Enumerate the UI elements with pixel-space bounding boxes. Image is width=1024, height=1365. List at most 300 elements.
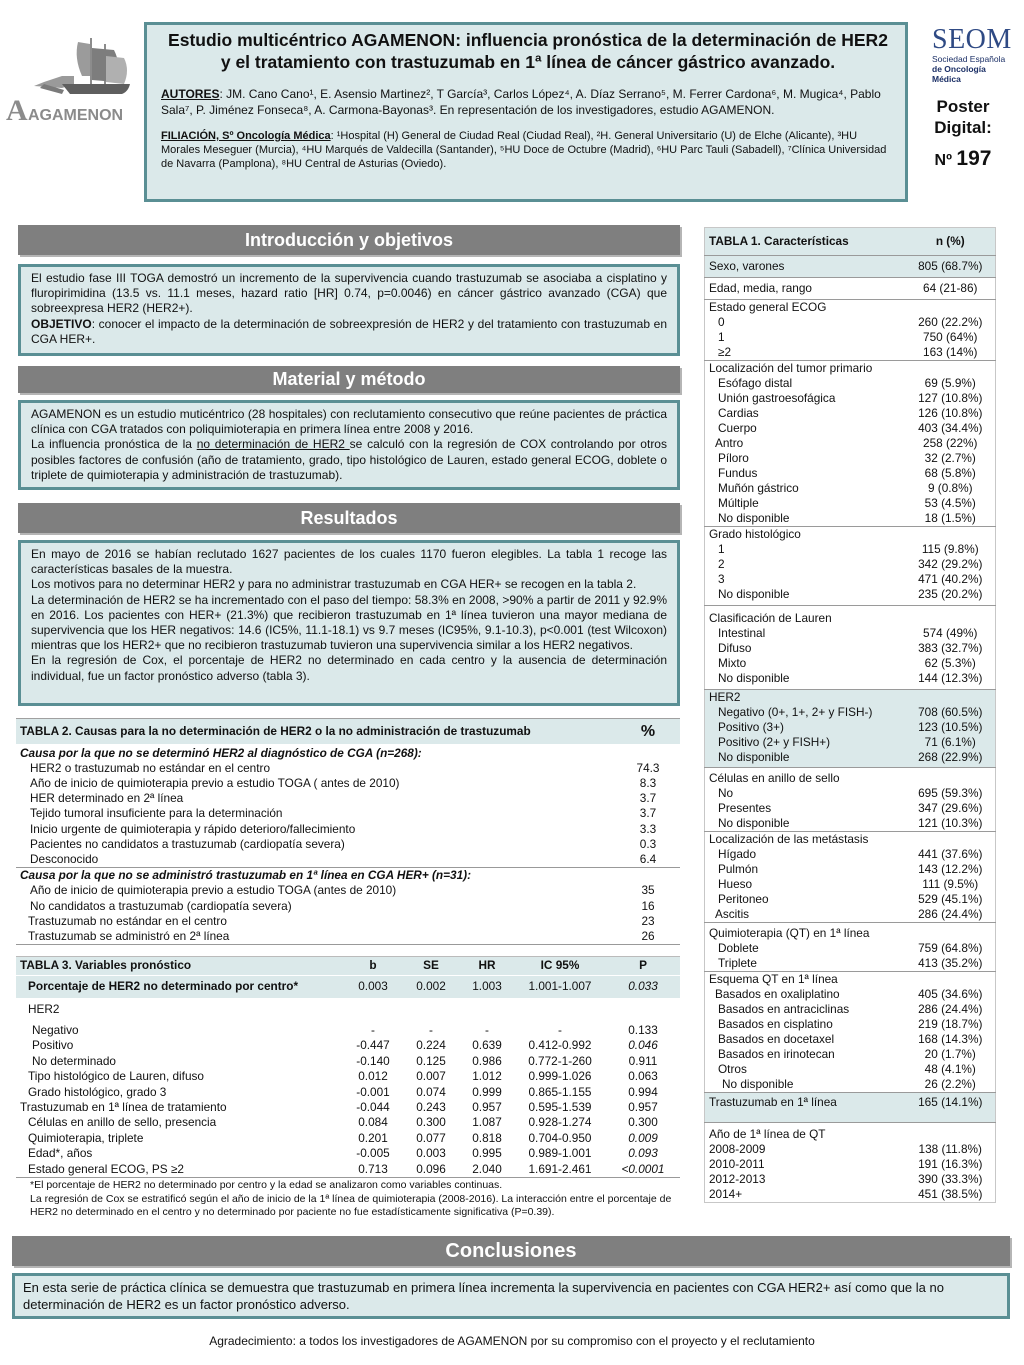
table1-row	[705, 511, 996, 527]
table3-row-hr: 0.986	[472, 1053, 502, 1068]
table1-row-value: 286 (24.4%)	[918, 907, 983, 921]
table3-row-se: 0.007	[416, 1069, 446, 1084]
table3-note2: La regresión de Cox se estratificó según el año de inicio de la 1ª línea de quimioterapia (2008-2016). La interacción entre el porcentaje de HER2 no determinado en el centro y no determinado por paciente no fue estadísticamente significativa (P=0.39).	[30, 1192, 672, 1219]
table1-row	[705, 557, 996, 572]
poster-number-prefix: Nº	[934, 152, 952, 169]
table1-row-value: 574 (49%)	[923, 626, 978, 640]
table3-row-se: 0.077	[416, 1130, 446, 1145]
table1	[704, 227, 996, 1203]
table1-row-label: Intestinal	[718, 626, 766, 640]
table3-row-ic: 1.691-2.461	[514, 1162, 606, 1178]
table3-row	[16, 1085, 680, 1100]
table1-row-label: ≥2	[718, 345, 732, 359]
table2-row-label: Trastuzumab se administró en 2ª línea	[16, 929, 616, 945]
table2-row-label: Desconocido	[30, 851, 99, 866]
table1-her2-label: HER2	[705, 690, 906, 706]
table2-row	[16, 806, 680, 821]
table1-group-esquema	[705, 972, 996, 988]
table1-row-label: 0	[718, 315, 725, 329]
table1-row-label: Mixto	[718, 656, 747, 670]
table1-row	[705, 801, 996, 816]
table3-row-b: -	[371, 1022, 375, 1037]
table1-row	[705, 705, 996, 720]
table1-row	[705, 406, 996, 421]
table1-row-label: Antro	[715, 436, 744, 450]
table1-row-label: Basados en irinotecan	[718, 1047, 835, 1061]
table1-row	[705, 391, 996, 406]
table1-row-label: 2010-2011	[709, 1157, 765, 1171]
table1-row-value: 127 (10.8%)	[918, 391, 983, 405]
table3-row-b: 0.713	[344, 1162, 402, 1178]
table3-notes	[30, 1179, 680, 1220]
conclusions-box	[12, 1273, 1010, 1319]
table3-row-hr: 0.818	[472, 1130, 502, 1145]
table1-row-value: 451 (38.5%)	[918, 1187, 983, 1201]
table1-anio-empty	[906, 1123, 996, 1143]
table1-row-label: Hígado	[718, 847, 757, 861]
table1-row	[705, 315, 996, 330]
table1-row	[705, 941, 996, 956]
table1-n-header: n (%)	[906, 228, 996, 256]
table3-row-hr: 1.012	[472, 1069, 502, 1084]
table3-row	[16, 1146, 680, 1161]
table3-row-label: Positivo	[32, 1038, 74, 1053]
conclusions-heading: Conclusiones	[12, 1236, 1010, 1266]
table1-group-ecog	[705, 300, 996, 316]
table2-row-label: Pacientes no candidatos a trastuzumab (cardiopatía severa)	[30, 836, 345, 851]
table1-row	[705, 862, 996, 877]
table1-ecog-empty	[906, 300, 996, 316]
table1-row-label: 2008-2009	[709, 1142, 766, 1156]
table1-meta-empty	[906, 832, 996, 848]
table3-row-ic: 0.989-1.001	[528, 1146, 592, 1161]
table3-note1: *El porcentaje de HER2 no determinado por centro y la edad se analizaron como variables continuas.	[30, 1179, 503, 1191]
table1-group-sello	[705, 768, 996, 787]
table1-row-label: 1	[718, 330, 725, 344]
table1-row-value: 258 (22%)	[923, 436, 978, 450]
table1-row	[705, 1172, 996, 1187]
table1-row-label: Positivo (2+ y FISH+)	[705, 735, 906, 750]
table1-row	[705, 987, 996, 1002]
table2-row-value: 16	[641, 898, 655, 913]
table3-row-p: <0.0001	[606, 1162, 680, 1178]
table1-row-value: 260 (22.2%)	[918, 315, 983, 329]
table1-row-value: 26 (2.2%)	[924, 1077, 976, 1091]
header-panel	[144, 22, 908, 202]
intro-p1: El estudio fase III TOGA demostró un incremento de la supervivencia cuando trastuzumab se asociaba a cisplatino y fluropirimidina (13.5 vs. 11.1 meses, hazard ratio [HR] 0.74, p=0.0046) en cáncer gástrico avanzado (CGA) que sobreexpresa HER2 (HER2+).	[31, 271, 667, 316]
table3-row-hr: 2.040	[460, 1162, 514, 1178]
table1-edad-value: 64 (21-86)	[906, 278, 996, 300]
table1-row	[705, 656, 996, 671]
table2-row	[16, 914, 680, 929]
table3-row-se: 0.074	[416, 1084, 446, 1099]
table2-row	[16, 761, 680, 776]
table3-row-se: 0.003	[416, 1146, 446, 1161]
table3-row-label: Tipo histológico de Lauren, difuso	[28, 1069, 204, 1084]
table2-section1-label: Causa por la que no se determinó HER2 al diagnóstico de CGA (n=268):	[16, 745, 616, 761]
table3-her2-label: HER2	[28, 1001, 60, 1016]
table1-row-value: 163 (14%)	[923, 345, 978, 359]
table3-row-ic: 0.928-1.274	[528, 1115, 592, 1130]
table3-row-b: -0.044	[356, 1099, 390, 1114]
table3-main-ic: 1.001-1.007	[514, 976, 606, 1000]
table2-row	[16, 883, 680, 898]
table3-row-se: 0.096	[402, 1162, 460, 1178]
table3-main-b: 0.003	[344, 976, 402, 1000]
authors-label: AUTORES	[161, 87, 220, 101]
table1-row	[705, 451, 996, 466]
table1-row-value: 471 (40.2%)	[918, 572, 983, 586]
table1-row-label: 1	[718, 542, 725, 556]
table3-row-ic: 0.595-1.539	[528, 1099, 592, 1114]
table1-row	[705, 816, 996, 832]
table3-row-se: 0.224	[416, 1038, 446, 1053]
table2-section1	[16, 745, 680, 761]
table3-row-label: Trastuzumab en 1ª línea de tratamiento	[20, 1099, 227, 1114]
table3-row-ic: -	[558, 1022, 562, 1037]
poster-label: Poster Digital:	[934, 97, 992, 137]
table1-row	[705, 626, 996, 641]
table1-row-label: Positivo (3+)	[705, 720, 906, 735]
table1-row	[705, 786, 996, 801]
table1-row	[705, 1002, 996, 1017]
table3-rows	[16, 1017, 680, 1178]
table1-row	[705, 496, 996, 511]
table3-row-b: -0.140	[356, 1053, 390, 1068]
table1-row-value: 20 (1.7%)	[924, 1047, 976, 1061]
table1-row	[705, 1077, 996, 1093]
table1-row-label: Basados en oxaliplatino	[715, 987, 840, 1001]
table1-row-label: Fundus	[718, 466, 758, 480]
table3-row-p: 0.093	[628, 1146, 658, 1161]
table1-row-label: 3	[718, 572, 725, 586]
table3-row-label: No determinado	[32, 1053, 116, 1068]
table3-row	[16, 1038, 680, 1053]
table1-row-label: Negativo (0+, 1+, 2+ y FISH-)	[705, 705, 906, 720]
table3-row-se: 0.243	[416, 1099, 446, 1114]
table2-row-label: Año de inicio de quimioterapia previo a estudio TOGA (antes de 2010)	[30, 883, 397, 898]
table1-row-value: 123 (10.5%)	[906, 720, 996, 735]
table1-trastu-value: 165 (14.1%)	[906, 1093, 996, 1123]
agamenon-logo	[4, 36, 140, 126]
table1-loc-label: Localización del tumor primario	[705, 361, 906, 377]
table3-row-b: -0.447	[356, 1038, 390, 1053]
table3-row	[16, 1100, 680, 1115]
table1-qt-label: Quimioterapia (QT) en 1ª línea	[705, 923, 906, 942]
table3-h-hr: HR	[460, 957, 514, 976]
table3-main-hr: 1.003	[460, 976, 514, 1000]
table3-row-hr: 0.639	[472, 1038, 502, 1053]
table2-row-value: 23	[641, 913, 655, 928]
table1-esquema-empty	[906, 972, 996, 988]
table1-row-label: Basados en docetaxel	[718, 1032, 835, 1046]
table1-row-label: 2	[718, 557, 725, 571]
table1-group-lauren	[705, 606, 996, 627]
intro-heading: Introducción y objetivos	[18, 225, 680, 255]
table2-row-label: HER2 o trastuzumab no estándar en el centro	[30, 760, 271, 775]
poster-number-value: 197	[956, 147, 992, 170]
table3-row	[16, 1162, 680, 1178]
table2-row-value: 3.7	[639, 791, 657, 806]
table2-row	[16, 837, 680, 852]
table1-row-label: Hueso	[718, 877, 753, 891]
table1-row-label: Basados en antraciclinas	[718, 1002, 850, 1016]
table1-row-label: Muñón gástrico	[718, 481, 799, 495]
table1-esquema-label: Esquema QT en 1ª línea	[705, 972, 906, 988]
table1-row	[705, 345, 996, 361]
table1-row-label: 2012-2013	[709, 1172, 766, 1186]
table2-title: TABLA 2. Causas para la no determinación de HER2 o la no administración de trastuzumab	[16, 719, 616, 745]
table1-row-value: 111 (9.5%)	[922, 877, 979, 891]
table1-row	[705, 421, 996, 436]
table3-h-se: SE	[402, 957, 460, 976]
table1-row	[705, 436, 996, 451]
table1-row-label: No disponible	[718, 671, 790, 685]
table1-grado-label: Grado histológico	[705, 527, 906, 543]
intro-objective	[31, 317, 667, 347]
methods-p2-a: La influencia pronóstica de la	[31, 437, 197, 452]
table1-row-value: 342 (29.2%)	[918, 557, 983, 571]
table3-row-ic: 0.999-1.026	[528, 1069, 592, 1084]
table1-row-value: 68 (5.8%)	[924, 466, 976, 480]
table1-row	[705, 847, 996, 862]
table1-row-value: 62 (5.3%)	[924, 656, 976, 670]
table3-row	[16, 1115, 680, 1130]
table1-row-label: Otros	[718, 1062, 747, 1076]
table2-row-label: No candidatos a trastuzumab (cardiopatía severa)	[30, 898, 292, 913]
table3-row-hr: -	[485, 1022, 489, 1037]
results-heading: Resultados	[18, 503, 680, 533]
seom-sub2: de Oncología Médica	[932, 64, 986, 84]
table1-lauren-label: Clasificación de Lauren	[705, 606, 906, 627]
table1-row-label: No	[718, 786, 734, 800]
table1-row	[705, 1017, 996, 1032]
table3-row-se: -	[429, 1022, 433, 1037]
table3-row-b: -0.005	[356, 1146, 390, 1161]
table3-row-p: 0.063	[628, 1069, 658, 1084]
acknowledgement: Agradecimiento: a todos los investigadores de AGAMENON por su compromiso con el proyecto y el reclutamiento	[209, 1334, 815, 1348]
table3-h-ic: IC 95%	[514, 957, 606, 976]
table1-row-value: 390 (33.3%)	[918, 1172, 983, 1186]
table3-row-b: 0.201	[358, 1130, 388, 1145]
table1-group-loc	[705, 361, 996, 377]
table2-row-value: 35	[641, 883, 655, 898]
table1-row	[705, 1157, 996, 1172]
table1-row-label: Presentes	[718, 801, 772, 815]
table1-row-trastu	[705, 1093, 996, 1123]
table1-row-value: 69 (5.9%)	[924, 376, 976, 390]
table2-row	[16, 929, 680, 945]
svg-text:A: A	[6, 94, 28, 126]
table3-row-se: 0.125	[416, 1053, 446, 1068]
table2-row	[16, 822, 680, 837]
table1-row-label: No disponible	[718, 587, 790, 601]
table1-row-value: 235 (20.2%)	[918, 587, 983, 601]
table3-row	[16, 1017, 680, 1038]
table1-row	[705, 572, 996, 587]
table3-row-b: 0.084	[358, 1115, 388, 1130]
table1-row-label: Unión gastroesofágica	[718, 391, 836, 405]
table2-row-value: 3.7	[639, 806, 657, 821]
authors	[161, 87, 895, 118]
table1-row	[705, 1032, 996, 1047]
table1-row-value: 71 (6.1%)	[906, 735, 996, 750]
table1-group-anio	[705, 1123, 996, 1143]
table1-row	[705, 1142, 996, 1157]
table1-row	[705, 892, 996, 907]
table3-row-p: 0.300	[628, 1115, 658, 1130]
table3-row-b: 0.012	[358, 1069, 388, 1084]
methods-p1: AGAMENON es un estudio muticéntrico (28 hospitales) con reclutamiento consecutivo que reúne pacientes de práctica clínica con CGA tratados con poliquimioterapia en primera línea entre 2008 y 2016.	[31, 407, 667, 437]
table1-row-value: 143 (12.2%)	[918, 862, 983, 876]
table1-row-value: 32 (2.7%)	[924, 451, 976, 465]
table2-row-label: Trastuzumab no estándar en el centro	[28, 913, 227, 928]
table1-row	[705, 956, 996, 972]
table2-rows2	[16, 883, 680, 944]
table2-row	[16, 899, 680, 914]
table3-row-p: 0.046	[628, 1038, 658, 1053]
table1-row-value: 115 (9.8%)	[921, 542, 979, 556]
table1-row-label: Basados en cisplatino	[718, 1017, 833, 1031]
poster-title: Estudio multicéntrico AGAMENON: influencia pronóstica de la determinación de HER2 y el tratamiento con trastuzumab en 1ª línea de cáncer gástrico avanzado.	[168, 30, 888, 72]
table1-row	[705, 720, 996, 735]
table1-row-value: 191 (16.3%)	[918, 1157, 983, 1171]
table3-row-p: 0.911	[628, 1053, 658, 1068]
table1-anio-label: Año de 1ª línea de QT	[705, 1123, 906, 1143]
table1-header	[705, 228, 996, 256]
table1-row-value: 9 (0.8%)	[927, 481, 973, 495]
table3-row-hr: 1.087	[472, 1115, 502, 1130]
ship-logo-icon	[4, 36, 140, 126]
methods-p2-underlined: no determinación de HER2	[196, 437, 350, 452]
table1-row-value: 144 (12.3%)	[918, 671, 983, 685]
table3-her2-row	[16, 1000, 680, 1017]
table1-row-value: 529 (45.1%)	[918, 892, 983, 906]
table1-row-label: Múltiple	[718, 496, 759, 510]
table1-lauren-empty	[906, 606, 996, 627]
table3-row-hr: 0.995	[472, 1146, 502, 1161]
table1-row-value: 405 (34.6%)	[918, 987, 983, 1001]
table1-group-her2	[705, 690, 996, 706]
table3-title: TABLA 3. Variables pronóstico	[16, 957, 344, 976]
table2-row-value: 26	[616, 929, 680, 945]
table3-row-label: Estado general ECOG, PS ≥2	[16, 1162, 344, 1178]
table1-row-label: No disponible	[718, 511, 790, 525]
table1-row-value: 18 (1.5%)	[924, 511, 976, 525]
table3-row-label: Negativo	[32, 1022, 79, 1037]
objective-text: : conocer el impacto de la determinación de sobreexpresión de HER2 y del tratamiento con trastuzumab en CGA HER+.	[31, 316, 667, 346]
table2-section2	[16, 868, 680, 884]
table2-header	[16, 719, 680, 745]
table1-title: TABLA 1. Características	[705, 228, 906, 256]
table1-row-value: 413 (35.2%)	[918, 956, 983, 970]
table2-row-value: 74.3	[636, 760, 660, 775]
table1-row-value: 347 (29.6%)	[918, 801, 983, 815]
table1-row-label: Esófago distal	[718, 376, 793, 390]
table1-row-value: 708 (60.5%)	[906, 705, 996, 720]
table1-row-label: No disponible	[722, 1077, 794, 1091]
table1-row-value: 168 (14.3%)	[918, 1032, 983, 1046]
table1-row-label: No disponible	[718, 816, 790, 830]
table3-row-ic: 0.704-0.950	[528, 1130, 592, 1145]
table3-row-label: Células en anillo de sello, presencia	[28, 1115, 217, 1130]
table2-row	[16, 852, 680, 868]
table1-row-value: 48 (4.1%)	[924, 1062, 976, 1076]
table1-row-value: 383 (32.7%)	[918, 641, 983, 655]
results-p1: En mayo de 2016 se habían reclutado 1627 pacientes de los cuales 1170 fueron elegibles. La tabla 1 recoge las características basales de la muestra.	[31, 547, 667, 577]
table2	[16, 718, 680, 945]
table3-row-p: 0.957	[628, 1099, 658, 1114]
table1-sello-label: Células en anillo de sello	[705, 768, 906, 787]
table3-main-row	[16, 976, 680, 1000]
table3-row-label: Grado histológico, grado 3	[28, 1084, 167, 1099]
table1-row-value: 441 (37.6%)	[918, 847, 983, 861]
table1-row	[705, 587, 996, 606]
results-box	[18, 540, 680, 706]
table2-row-value: 6.4	[639, 851, 657, 866]
table2-row-value: 3.3	[639, 821, 657, 836]
table3-row-hr: 0.999	[472, 1084, 502, 1099]
table3-header	[16, 957, 680, 976]
table1-sello-empty	[906, 768, 996, 787]
methods-heading: Material y método	[18, 366, 680, 393]
authors-text: : JM. Cano Cano¹, E. Asensio Martinez², T García³, Carlos López⁴, A. Díaz Serrano⁵, M. Ferrer Cardona⁶, M. Mugica⁴, Pablo Sala⁷, P. Jiménez Fonseca⁸, A. Carmona-Bayonas³. En representación de los investigadores, estudio AGAMENON.	[161, 87, 881, 117]
table3-row-ic: 0.772-1-260	[528, 1053, 592, 1068]
conclusions-text: En esta serie de práctica clínica se demuestra que trastuzumab en primera línea incrementa la supervivencia en pacientes con CGA HER2+ así como que la no determinación de HER2 es un factor pronóstico adverso.	[23, 1280, 944, 1312]
table3-row-label: Quimioterapia, triplete	[28, 1130, 144, 1145]
table1-row-value: 286 (24.4%)	[918, 1002, 983, 1016]
poster-number	[920, 147, 1006, 171]
table1-qt-empty	[906, 923, 996, 942]
methods-p2	[31, 437, 667, 483]
seom-name: SEOM	[932, 24, 1012, 55]
results-p3: La determinación de HER2 se ha incrementado con el paso del tiempo: 58.3% en 2008, >90% a partir de 2011 y 92.9% en 2016. Los pacientes con HER+ (21.3%) que recibieron trastuzumab en 1ª línea tuvieron una mayor mediana de supervivencia que los HER negativos: 14.6 (IC5%, 11.1-18.1) vs 9.7 meses (IC95%, 9.1-10.3), p<0.001 (test Wilcoxon) mientras que los HER2+ que no recibieron trastuzumab tuvieron una supervivencia similar a los HER2 negativos.	[31, 592, 667, 653]
table1-row-value: 121 (10.3%)	[918, 816, 983, 830]
table3-row-p: 0.994	[628, 1084, 658, 1099]
table1-row	[705, 542, 996, 557]
table1-row	[705, 877, 996, 892]
table1-row-label: Cardias	[718, 406, 759, 420]
table3-row-se: 0.300	[416, 1115, 446, 1130]
table2-row	[16, 791, 680, 806]
table1-group-meta	[705, 832, 996, 848]
seom-logo	[932, 26, 1012, 84]
table1-row	[705, 750, 996, 768]
table2-row	[16, 776, 680, 791]
methods-p2-b: se calculó con la regresión de COX controlando por otros posibles factores de confusión (año de tratamiento, grado, tipo histológico de Lauren, estado general ECOG, doblete o triplete de quimioterapia y administración de trastuzumab).	[31, 437, 667, 482]
affiliations	[161, 129, 895, 171]
results-p4: En la regresión de Cox, el porcentaje de HER2 no determinado en cada centro y la ausencia de determinación individual, fue un factor pronóstico adverso (tabla 3).	[31, 653, 667, 683]
table1-group-grado	[705, 527, 996, 543]
table1-row	[705, 1062, 996, 1077]
table1-row	[705, 1187, 996, 1203]
table1-row	[705, 466, 996, 481]
table3	[16, 956, 680, 1178]
table1-row-label: 2014+	[709, 1187, 743, 1201]
table1-trastu-label: Trastuzumab en 1ª línea	[705, 1093, 906, 1123]
affil-text: : ¹Hospital (H) General de Ciudad Real (Ciudad Real), ²H. General Universitario (U) de Elche (Alicante), ³HU Morales Meseguer (Murcia), ⁴HU Marqués de Valdecilla (Santander), ⁵HU Doce de Octubre (Madrid), ⁶HU Parc Tauli (Sabadell), ⁷Clínica Universidad de Navarra (Pamplona), ⁸HU Central de Asturias (Oviedo).	[161, 130, 887, 170]
methods-box	[18, 400, 680, 490]
table1-row-label: Difuso	[718, 641, 752, 655]
table1-sexo-value: 805 (68.7%)	[906, 256, 996, 278]
table3-row	[16, 1069, 680, 1084]
table1-row-value: 403 (34.4%)	[918, 421, 983, 435]
table1-sexo-label: Sexo, varones	[705, 256, 906, 278]
table1-row	[705, 330, 996, 345]
table1-row	[705, 376, 996, 391]
table3-row-ic: 0.412-0.992	[528, 1038, 592, 1053]
seom-sub1: Sociedad Española	[932, 54, 1006, 64]
